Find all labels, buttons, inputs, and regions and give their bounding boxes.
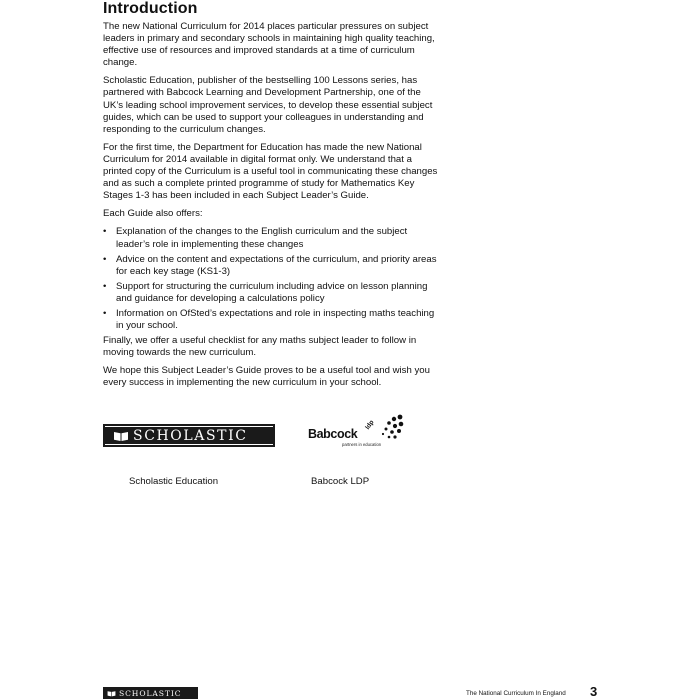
list-item-text: Explanation of the changes to the English curriculum and the subject leader’s role in implementing these changes bbox=[116, 226, 408, 250]
babcock-dots-icon bbox=[374, 414, 404, 454]
bullet-icon: • bbox=[103, 280, 107, 292]
babcock-ldp-mark: ldp bbox=[364, 418, 376, 431]
intro-paragraph-4: Each Guide also offers: bbox=[103, 208, 203, 220]
intro-paragraph-3: For the first time, the Department for Education has made the new National Curriculum for 2014 available in digital format only. We understand that a printed copy of the Curriculum is a useful tool in communicating these changes and as such a complete printed programme of study for Mathematics Key Stages 1-3 has been included in each Subject Leader’s Guide. bbox=[103, 141, 438, 202]
footer-scholastic-logo bbox=[103, 687, 198, 699]
footer-title: The National Curriculum In England bbox=[466, 690, 566, 697]
babcock-wordmark: Babcock bbox=[308, 427, 358, 441]
list-item-text: Support for structuring the curriculum including advice on lesson planning and guidance for developing a calculations policy bbox=[116, 280, 428, 304]
page-title: Introduction bbox=[103, 0, 198, 17]
list-item bbox=[103, 254, 438, 278]
footer-scholastic-wordmark: SCHOLASTIC bbox=[119, 688, 182, 698]
logo-rule-top bbox=[105, 426, 273, 427]
caption-scholastic: Scholastic Education bbox=[129, 476, 219, 487]
list-item-text: Advice on the content and expectations of the curriculum, and priority areas for each key stage (KS1-3) bbox=[116, 253, 437, 277]
main-content bbox=[103, 0, 438, 396]
bullet-icon: • bbox=[103, 226, 107, 238]
intro-paragraph-1: The new National Curriculum for 2014 places particular pressures on subject leaders in primary and secondary schools in maintaining high quality teaching, effective use of resources and improved standards at a time of curriculum change. bbox=[103, 21, 435, 69]
list-item-text: Information on OfSted’s expectations and role in inspecting maths teaching in your school. bbox=[116, 307, 435, 332]
list-item bbox=[103, 308, 438, 332]
page-number: 3 bbox=[590, 684, 598, 699]
offers-list bbox=[103, 226, 438, 332]
scholastic-logo bbox=[103, 424, 275, 447]
list-item bbox=[103, 281, 438, 305]
intro-paragraph-2: Scholastic Education, publisher of the bestselling 100 Lessons series, has partnered with Babcock Learning and Development Partnership, one of the UK’s leading school improvement services, to develop these essential subject guides, which can be used to support your colleagues in understanding and responding to the curriculum changes. bbox=[103, 75, 433, 135]
babcock-logo bbox=[308, 414, 403, 454]
bullet-icon: • bbox=[103, 253, 107, 265]
scholastic-wordmark: SCHOLASTIC bbox=[133, 427, 248, 444]
closing-paragraph-2: We hope this Subject Leader’s Guide proves to be a useful tool and wish you every success in implementing the new curriculum in your school. bbox=[103, 365, 430, 389]
logo-rule-bottom bbox=[105, 444, 273, 445]
closing-paragraph-1: Finally, we offer a useful checklist for any maths subject leader to follow in moving towards the new curriculum. bbox=[103, 335, 417, 359]
footer-open-book-icon bbox=[107, 690, 116, 697]
bullet-icon: • bbox=[103, 307, 107, 319]
list-item bbox=[103, 226, 438, 250]
caption-babcock: Babcock LDP bbox=[311, 476, 370, 487]
babcock-tagline: partners in education bbox=[342, 442, 382, 447]
open-book-icon bbox=[113, 430, 129, 442]
